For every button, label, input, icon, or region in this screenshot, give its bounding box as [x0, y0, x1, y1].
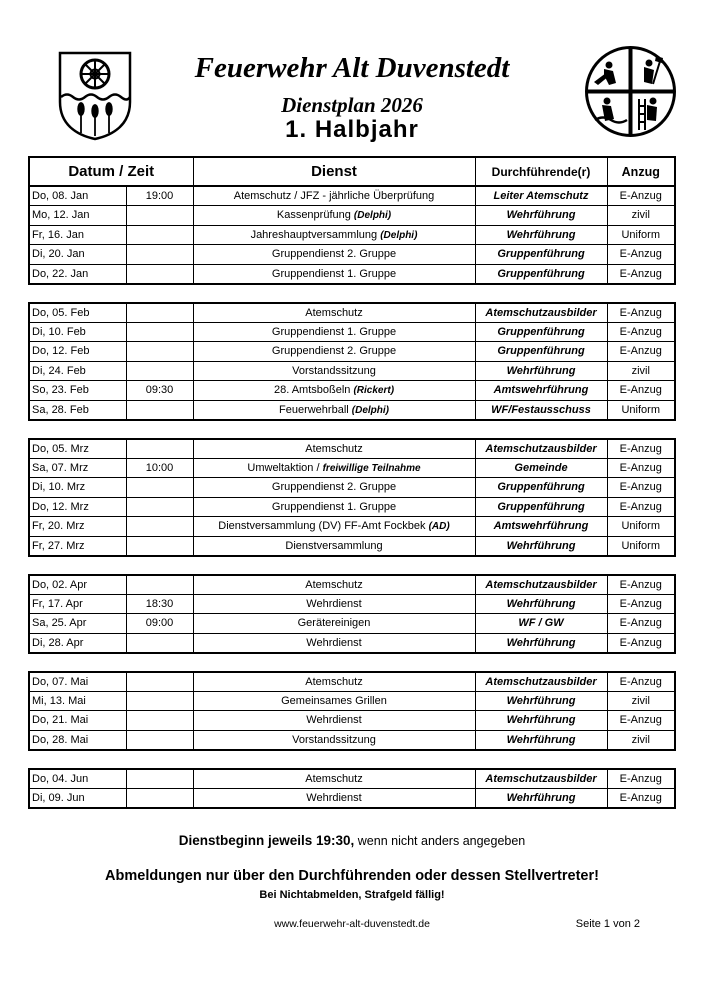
schedule-row [29, 186, 675, 206]
cell-date: Fr, 20. Mrz [29, 517, 126, 537]
cell-time [126, 342, 193, 362]
cell-date: Mo, 12. Jan [29, 206, 126, 226]
coat-of-arms-icon [56, 50, 134, 147]
cell-dienst [193, 206, 475, 226]
cell-anzug: E-Anzug [607, 381, 675, 401]
cell-dienst [193, 672, 475, 692]
cell-anzug: Uniform [607, 225, 675, 245]
cell-time [126, 206, 193, 226]
cell-dienst [193, 594, 475, 614]
cell-date: So, 23. Feb [29, 381, 126, 401]
schedule-row [29, 575, 675, 595]
cell-durchfuehrende: Wehrführung [475, 536, 607, 556]
dienst-text: Feuerwehrball [279, 403, 349, 416]
cell-dienst [193, 788, 475, 808]
cell-durchfuehrende: Gruppenführung [475, 478, 607, 498]
schedule-block-4 [28, 574, 676, 654]
cell-time [126, 439, 193, 459]
schedule-row [29, 691, 675, 711]
cell-dienst [193, 536, 475, 556]
cell-time [126, 672, 193, 692]
cell-dienst [193, 381, 475, 401]
dienst-text: Gruppendienst 1. Gruppe [271, 267, 397, 280]
cell-date: Do, 12. Mrz [29, 497, 126, 517]
cell-durchfuehrende: Gruppenführung [475, 342, 607, 362]
cell-time: 19:00 [126, 186, 193, 206]
cell-dienst [193, 517, 475, 537]
cell-durchfuehrende: Gruppenführung [475, 245, 607, 265]
cell-durchfuehrende: Wehrführung [475, 206, 607, 226]
cell-date: Do, 04. Jun [29, 769, 126, 789]
schedule-row [29, 206, 675, 226]
cell-durchfuehrende: Atemschutzausbilder [475, 439, 607, 459]
cell-dienst [193, 303, 475, 323]
cell-time: 18:30 [126, 594, 193, 614]
cell-dienst [193, 633, 475, 653]
schedule-row [29, 633, 675, 653]
cell-anzug: E-Anzug [607, 672, 675, 692]
cell-durchfuehrende: Atemschutzausbilder [475, 672, 607, 692]
dienst-text: Atemschutz / JFZ - jährliche Überprüfung [233, 190, 435, 202]
cell-anzug: E-Anzug [607, 322, 675, 342]
schedule-row [29, 497, 675, 517]
cell-time [126, 264, 193, 284]
cell-date: Do, 08. Jan [29, 186, 126, 206]
cell-anzug: zivil [607, 730, 675, 750]
cell-date: Di, 20. Jan [29, 245, 126, 265]
dienst-text: Wehrdienst [306, 597, 362, 610]
service-begin-time: Dienstbeginn jeweils 19:30, [178, 832, 355, 848]
schedule-row [29, 478, 675, 498]
cell-dienst [193, 497, 475, 517]
cell-durchfuehrende: WF / GW [475, 614, 607, 634]
cell-dienst [193, 361, 475, 381]
schedule-row [29, 342, 675, 362]
column-header-anzug: Anzug [607, 157, 675, 186]
cell-dienst [193, 458, 475, 478]
cell-anzug: E-Anzug [607, 788, 675, 808]
schedule-row [29, 439, 675, 459]
dienst-text: Jahreshauptversammlung [250, 228, 378, 241]
cell-anzug: E-Anzug [607, 594, 675, 614]
bottom-line [0, 918, 704, 930]
cell-dienst [193, 730, 475, 750]
service-begin-rest: wenn nicht anders angegeben [354, 833, 526, 848]
cell-dienst [193, 769, 475, 789]
cell-durchfuehrende: Wehrführung [475, 711, 607, 731]
dienst-text: Atemschutz [305, 772, 363, 785]
dienst-text: Gruppendienst 1. Gruppe [271, 325, 397, 338]
schedule-row [29, 517, 675, 537]
schedule-row [29, 225, 675, 245]
cell-anzug: E-Anzug [607, 769, 675, 789]
schedule-row [29, 264, 675, 284]
dienst-note: freiwillige Teilnahme [322, 462, 421, 474]
cell-time [126, 322, 193, 342]
cell-date: Di, 09. Jun [29, 788, 126, 808]
cell-dienst [193, 400, 475, 420]
schedule-row [29, 400, 675, 420]
cell-time [126, 730, 193, 750]
cell-dienst [193, 225, 475, 245]
cell-dienst [193, 439, 475, 459]
cell-anzug: Uniform [607, 400, 675, 420]
cell-date: Fr, 17. Apr [29, 594, 126, 614]
cell-durchfuehrende: Atemschutzausbilder [475, 769, 607, 789]
cell-time [126, 711, 193, 731]
cell-durchfuehrende: Wehrführung [475, 788, 607, 808]
schedule-row [29, 536, 675, 556]
schedule-row [29, 672, 675, 692]
service-begin-note [0, 833, 704, 848]
schedule-blocks [0, 185, 704, 809]
cell-time [126, 788, 193, 808]
cell-time [126, 478, 193, 498]
cell-time [126, 536, 193, 556]
cell-durchfuehrende: Leiter Atemschutz [475, 186, 607, 206]
cell-dienst [193, 322, 475, 342]
cell-anzug: E-Anzug [607, 458, 675, 478]
fire-brigade-emblem-icon [583, 44, 678, 144]
cell-time [126, 517, 193, 537]
column-header-datum-zeit: Datum / Zeit [29, 157, 193, 186]
cell-anzug: E-Anzug [607, 497, 675, 517]
cell-date: Sa, 07. Mrz [29, 458, 126, 478]
cell-anzug: Uniform [607, 536, 675, 556]
cell-time [126, 575, 193, 595]
cell-dienst [193, 264, 475, 284]
schedule-row [29, 614, 675, 634]
dienst-text: Dienstversammlung (DV) FF-Amt Fockbek [218, 520, 426, 533]
schedule-row [29, 730, 675, 750]
cell-date: Do, 05. Mrz [29, 439, 126, 459]
schedule-row [29, 361, 675, 381]
cell-date: Sa, 28. Feb [29, 400, 126, 420]
schedule-row [29, 322, 675, 342]
cell-durchfuehrende: Wehrführung [475, 361, 607, 381]
dienst-text: Gruppendienst 2. Gruppe [271, 345, 397, 358]
cell-durchfuehrende: Wehrführung [475, 594, 607, 614]
cell-time [126, 633, 193, 653]
cell-date: Do, 02. Apr [29, 575, 126, 595]
cell-dienst [193, 711, 475, 731]
schedule-row [29, 245, 675, 265]
dienst-note: (Rickert) [353, 385, 395, 397]
cell-durchfuehrende: WF/Festausschuss [475, 400, 607, 420]
dienst-note: (Delphi) [351, 404, 389, 416]
cell-date: Fr, 16. Jan [29, 225, 126, 245]
cell-durchfuehrende: Wehrführung [475, 225, 607, 245]
cell-anzug: E-Anzug [607, 303, 675, 323]
cell-anzug: E-Anzug [607, 478, 675, 498]
dienst-text: Atemschutz [305, 675, 363, 688]
dienst-text: Wehrdienst [306, 714, 362, 727]
cell-durchfuehrende: Gruppenführung [475, 497, 607, 517]
dienst-note: (Delphi) [353, 210, 392, 222]
schedule-row [29, 788, 675, 808]
cell-date: Do, 05. Feb [29, 303, 126, 323]
dienst-text: Atemschutz [305, 578, 363, 591]
cell-date: Mi, 13. Mai [29, 691, 126, 711]
cell-time: 09:30 [126, 381, 193, 401]
page-subtitle: Dienstplan 2026 [281, 93, 423, 117]
cell-anzug: E-Anzug [607, 633, 675, 653]
schedule-block-5 [28, 671, 676, 751]
dienst-note: (AD) [428, 521, 450, 533]
cell-dienst [193, 575, 475, 595]
cell-anzug: E-Anzug [607, 245, 675, 265]
cell-time [126, 303, 193, 323]
schedule-row [29, 769, 675, 789]
cell-durchfuehrende: Gruppenführung [475, 264, 607, 284]
cell-durchfuehrende: Atemschutzausbilder [475, 575, 607, 595]
cell-dienst [193, 478, 475, 498]
cell-anzug: E-Anzug [607, 186, 675, 206]
cell-dienst [193, 186, 475, 206]
schedule-block-6 [28, 768, 676, 809]
cell-time [126, 769, 193, 789]
dienst-text: Gruppendienst 1. Gruppe [271, 500, 397, 513]
cell-anzug: E-Anzug [607, 711, 675, 731]
cell-date: Do, 22. Jan [29, 264, 126, 284]
schedule-header-row [29, 157, 675, 186]
cell-date: Do, 28. Mai [29, 730, 126, 750]
cell-anzug: E-Anzug [607, 575, 675, 595]
cell-dienst [193, 245, 475, 265]
cell-time: 10:00 [126, 458, 193, 478]
cell-dienst [193, 342, 475, 362]
penalty-note: Bei Nichtabmelden, Strafgeld fällig! [259, 888, 445, 901]
dienst-text: Gruppendienst 2. Gruppe [271, 481, 397, 494]
cell-date: Do, 21. Mai [29, 711, 126, 731]
cell-time [126, 225, 193, 245]
cell-durchfuehrende: Gruppenführung [475, 322, 607, 342]
document-header [0, 0, 704, 117]
cell-durchfuehrende: Gemeinde [475, 458, 607, 478]
cell-date: Di, 10. Feb [29, 322, 126, 342]
cell-time: 09:00 [126, 614, 193, 634]
schedule-row [29, 711, 675, 731]
cell-dienst [193, 691, 475, 711]
schedule-header-table [28, 156, 676, 187]
schedule-row [29, 458, 675, 478]
cell-time [126, 245, 193, 265]
cell-durchfuehrende: Amtswehrführung [475, 517, 607, 537]
cell-time [126, 691, 193, 711]
dienst-text: Kassenprüfung [276, 209, 351, 222]
dienst-text: Vorstandssitzung [292, 733, 376, 746]
dienst-text: Umweltaktion / [247, 461, 320, 474]
cell-date: Fr, 27. Mrz [29, 536, 126, 556]
dienst-text: Gruppendienst 2. Gruppe [271, 248, 397, 261]
cell-anzug: E-Anzug [607, 342, 675, 362]
section-title: 1. Halbjahr [285, 116, 419, 143]
dienst-text: Gemeinsames Grillen [281, 694, 387, 707]
cell-anzug: E-Anzug [607, 614, 675, 634]
cell-durchfuehrende: Wehrführung [475, 730, 607, 750]
cell-date: Di, 10. Mrz [29, 478, 126, 498]
cell-durchfuehrende: Wehrführung [475, 691, 607, 711]
cancellation-note: Abmeldungen nur über den Durchführenden oder dessen Stellvertreter! [105, 867, 599, 884]
cell-time [126, 497, 193, 517]
cell-date: Di, 24. Feb [29, 361, 126, 381]
schedule-block-1 [28, 185, 676, 285]
schedule-row [29, 381, 675, 401]
cell-durchfuehrende: Amtswehrführung [475, 381, 607, 401]
dienst-text: Gerätereinigen [297, 617, 371, 630]
cell-anzug: zivil [607, 691, 675, 711]
schedule-block-3 [28, 438, 676, 557]
column-header-dienst: Dienst [193, 157, 475, 186]
column-header-durchfuehrende: Durchführende(r) [475, 157, 607, 186]
schedule-block-2 [28, 302, 676, 421]
dienst-text: Wehrdienst [306, 791, 362, 804]
cell-anzug: zivil [607, 361, 675, 381]
cell-time [126, 361, 193, 381]
cell-date: Di, 28. Apr [29, 633, 126, 653]
cell-time [126, 400, 193, 420]
cell-date: Do, 07. Mai [29, 672, 126, 692]
website-text: www.feuerwehr-alt-duvenstedt.de [274, 917, 430, 930]
cell-date: Do, 12. Feb [29, 342, 126, 362]
page-number: Seite 1 von 2 [575, 917, 640, 930]
schedule-row [29, 303, 675, 323]
cell-anzug: E-Anzug [607, 439, 675, 459]
dienst-note: (Delphi) [380, 229, 418, 241]
page-title: Feuerwehr Alt Duvenstedt [194, 52, 510, 84]
cell-anzug: E-Anzug [607, 264, 675, 284]
dienst-text: Dienstversammlung [285, 539, 383, 552]
dienst-text: Atemschutz [305, 306, 363, 319]
dienst-text: 28. Amtsboßeln [273, 384, 351, 397]
cell-durchfuehrende: Wehrführung [475, 633, 607, 653]
dienst-text: Vorstandssitzung [292, 364, 376, 377]
schedule-row [29, 594, 675, 614]
cell-durchfuehrende: Atemschutzausbilder [475, 303, 607, 323]
cell-date: Sa, 25. Apr [29, 614, 126, 634]
cell-anzug: Uniform [607, 517, 675, 537]
dienst-text: Atemschutz [305, 442, 363, 455]
dienst-text: Wehrdienst [306, 636, 362, 649]
cell-dienst [193, 614, 475, 634]
cell-anzug: zivil [607, 206, 675, 226]
